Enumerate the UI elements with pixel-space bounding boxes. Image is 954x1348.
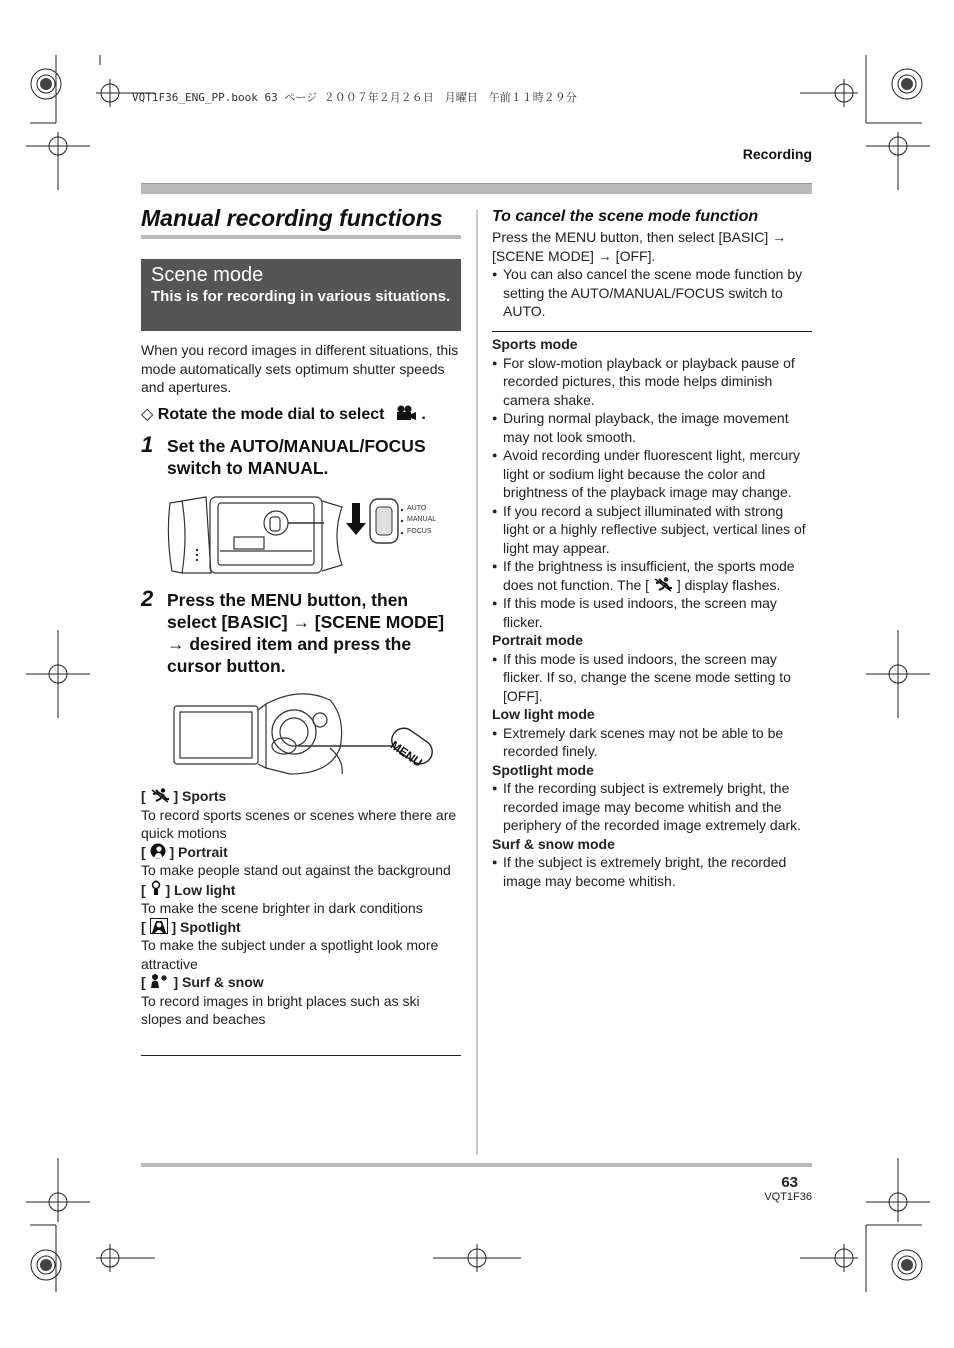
rotate-instruction (141, 404, 461, 424)
title-underline (141, 235, 461, 239)
mode-spotlight-desc: To make the subject under a spotlight look more attractive (141, 937, 439, 972)
surf-notes-heading: Surf & snow mode (492, 835, 615, 852)
mode-sports-desc: To record sports scenes or scenes where there are quick motions (141, 806, 457, 841)
mode-surf-snow-label: ] Surf & snow (173, 974, 264, 990)
column-divider (476, 210, 478, 1155)
scene-mode-subtitle: This is for recording in various situations. (151, 288, 451, 305)
sports-note-2: ● During normal playback, the image movement may not look smooth. (492, 409, 812, 446)
mode-lowlight-desc: To make the scene brighter in dark conditions (141, 900, 423, 916)
mode-lowlight-label: ] Low light (165, 881, 236, 898)
scene-mode-box (141, 259, 461, 331)
mode-sports (141, 787, 461, 843)
cancel-heading: To cancel the scene mode function (492, 208, 759, 225)
sports-note-5-post: ] display flashes. (676, 576, 781, 593)
lowlight-note-1: ● Extremely dark scenes may not be able to be recorded finely. (492, 724, 812, 761)
cancel-text: Press the MENU button, then select [BASIC] → [SCENE MODE] → [OFF]. (492, 229, 787, 264)
scene-mode-title: Scene mode (151, 264, 264, 286)
step-1-number: 1 (141, 432, 154, 457)
sports-note-3: ● Avoid recording under fluorescent light, mercury light or sodium light because the color and brightness of the playback image may change. (492, 446, 812, 502)
camera-menu-illustration (170, 688, 440, 778)
bracket-open: [ (141, 918, 146, 935)
step-2-text: Press the MENU button, then select [BASIC] → [SCENE MODE] → desired item and press the cursor button. (167, 590, 445, 676)
step-1-text: Set the AUTO/MANUAL/FOCUS switch to MANUAL. (167, 436, 426, 478)
low-light-icon (150, 880, 162, 897)
portrait-icon (150, 843, 166, 859)
sports-icon (653, 577, 673, 592)
mode-portrait-desc: To make people stand out against the background (141, 862, 451, 878)
intro-text: When you record images in different situations, this mode automatically sets optimum shutter speeds and apertures. (141, 342, 459, 395)
rotate-end: . (421, 406, 426, 423)
section-label: Recording (742, 146, 812, 162)
lowlight-notes-heading: Low light mode (492, 706, 595, 722)
mode-surf-snow (141, 973, 461, 1029)
step-2-number: 2 (141, 586, 154, 611)
mode-portrait (141, 843, 461, 880)
portrait-notes-heading: Portrait mode (492, 632, 584, 648)
left-column-end-rule (141, 1055, 461, 1056)
mode-surf-snow-heading (141, 973, 461, 992)
bracket-open: [ (141, 881, 146, 898)
model-code: VQT1F36 (764, 1191, 812, 1203)
mode-lowlight-heading (141, 880, 461, 900)
cancel-section (492, 228, 812, 321)
movie-camera-icon (395, 405, 417, 421)
sports-note-1: ● For slow-motion playback or playback pause of recorded pictures, this mode helps diminish camera shake. (492, 354, 812, 410)
sports-note-6: ● If this mode is used indoors, the screen may flicker. (492, 594, 812, 631)
mode-sports-heading (141, 787, 461, 806)
print-header: VQT1F36_ENG_PP.book 63 ページ ２００７年２月２６日 月曜日 午前１１時２９分 (132, 91, 577, 104)
diamond-symbol: ◇ (141, 406, 154, 423)
bracket-open: [ (141, 788, 146, 804)
switch-label-auto: AUTO (407, 505, 427, 512)
bracket-open: [ (141, 843, 146, 860)
mode-notes (492, 335, 812, 890)
spotlight-notes-heading: Spotlight mode (492, 761, 594, 778)
sports-notes-heading: Sports mode (492, 336, 578, 352)
switch-label-focus: FOCUS (407, 528, 432, 535)
top-divider-bar (141, 183, 812, 194)
mode-spotlight (141, 918, 461, 974)
switch-label-manual: MANUAL (407, 516, 437, 523)
mode-lowlight (141, 880, 461, 918)
sports-note-5-pre: If the brightness is insufficient, the sports mode does not function. The [ (503, 558, 795, 593)
bracket-open: [ (141, 974, 146, 990)
sports-note-4: ● If you record a subject illuminated with strong light or a highly reflective subject, vertical lines of light may appear. (492, 502, 812, 558)
portrait-note-1: ● If this mode is used indoors, the screen may flicker. If so, change the scene mode setting to [OFF]. (492, 650, 812, 706)
sports-note-5 (492, 557, 812, 594)
page-title: Manual recording functions (141, 205, 443, 231)
rotate-text: Rotate the mode dial to select (157, 406, 385, 423)
surf-note-1: ● If the subject is extremely bright, the recorded image may become whitish. (492, 853, 812, 890)
mode-portrait-heading (141, 843, 461, 862)
mode-spotlight-heading (141, 918, 461, 937)
mode-spotlight-label: ] Spotlight (171, 918, 241, 935)
scene-modes-list (141, 787, 461, 1029)
page-number: 63 (781, 1174, 798, 1191)
mode-surf-snow-desc: To record images in bright places such as ski slopes and beaches (141, 992, 420, 1027)
sports-icon (150, 788, 170, 803)
cancel-bullet: ● You can also cancel the scene mode function by setting the AUTO/MANUAL/FOCUS switch to AUTO. (492, 265, 812, 321)
bottom-divider-bar (141, 1163, 812, 1167)
surf-snow-icon (150, 973, 170, 989)
notes-top-rule (492, 331, 812, 332)
mode-sports-label: ] Sports (173, 788, 227, 804)
mode-portrait-label: ] Portrait (169, 843, 228, 860)
menu-button-label: MENU (387, 738, 425, 770)
spotlight-note-1: ● If the recording subject is extremely bright, the recorded image may become whitish and the periphery of the recorded image extremely dark. (492, 779, 812, 835)
spotlight-icon (150, 918, 168, 934)
